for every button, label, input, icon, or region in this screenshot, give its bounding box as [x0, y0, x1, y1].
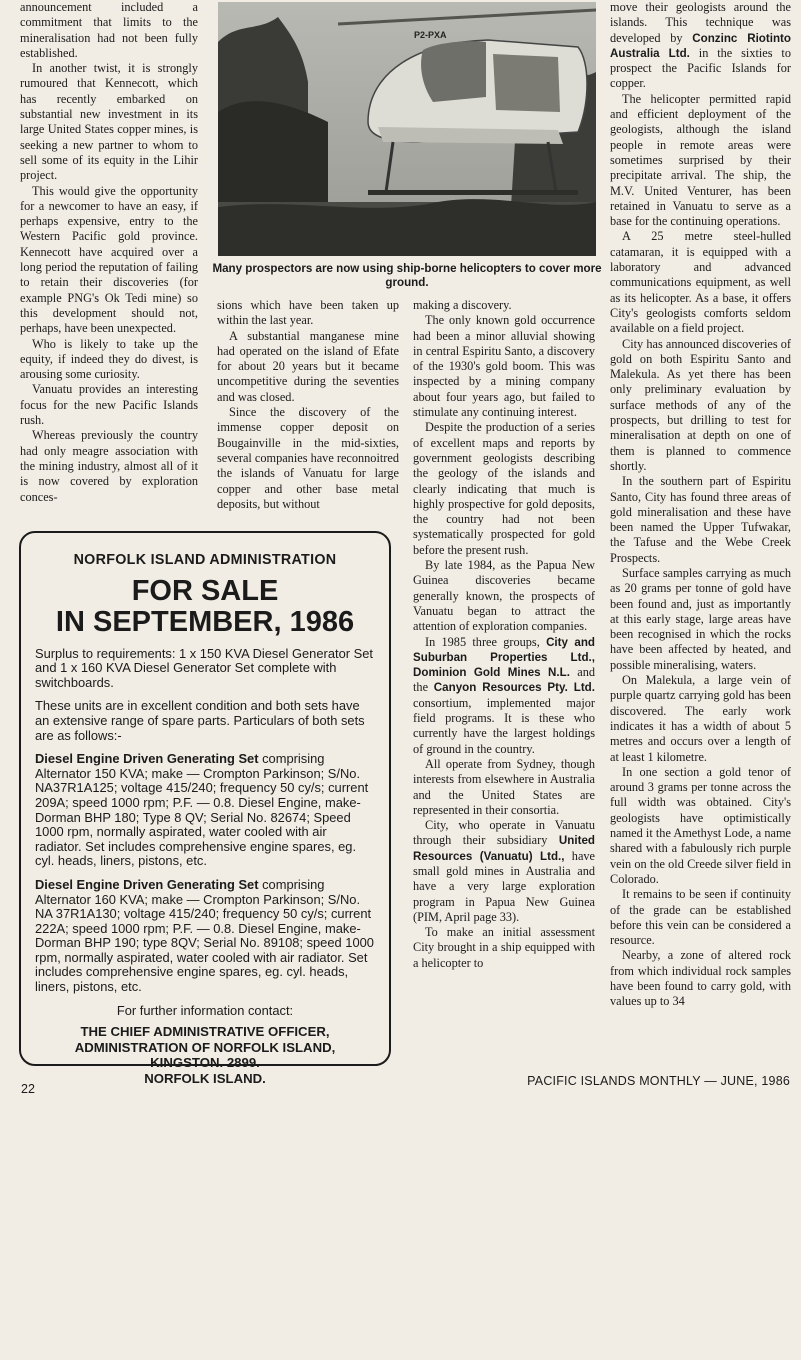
text-run: City, who operate in Vanuatu through their subsidiary	[413, 818, 595, 848]
paragraph: A 25 metre steel-hulled catamaran, it is equipped with a laboratory and advanced communications equipment, as well as its helicopter. As a base, it offers City's geologists comforts seldom available on a field project.	[610, 229, 791, 336]
text-run: consortium, implemented major field programs. It is these who currently have the largest holdings of ground in the country.	[413, 695, 595, 756]
paragraph: Whereas previously the country had only meagre association with the mining industry, almost all of it is now covered by exploration conces-	[20, 428, 198, 504]
paragraph: By late 1984, as the Papua New Guinea discoveries became generally known, the prospects of Vanuatu began to attract the attention of exploration companies.	[413, 558, 595, 634]
ad-paragraph	[35, 878, 375, 995]
company-name: Dominion Gold Mines N.L.	[413, 666, 570, 680]
ad-address-line: THE CHIEF ADMINISTRATIVE OFFICER,	[80, 1024, 330, 1040]
text-run: in the sixties to prospect the Pacific Islands for copper.	[610, 45, 791, 91]
paragraph: sions which have been taken up within the last year.	[217, 298, 399, 328]
ad-paragraph	[35, 752, 375, 869]
paragraph: In another twist, it is strongly rumoured that Kennecott, which has recently embarked on substantial new investment in its large United States copper mines, is seeking a new partner to whom to sell some of its equity in the Lihir project.	[20, 61, 198, 183]
paragraph: The only known gold occurrence had been a minor alluvial showing in central Espiritu Santo, a discovery of the 1930's gold boom. This was inspected by a mining company about four years ago, but failed to stimulate any continuing interest.	[413, 313, 595, 420]
ad-paragraph: These units are in excellent condition and both sets have an extensive range of spare parts. Particulars of both sets are as follows:-	[35, 698, 365, 743]
photo-caption: Many prospectors are now using ship-borne helicopters to cover more ground.	[212, 262, 602, 289]
ad-organisation: NORFOLK ISLAND ADMINISTRATION	[73, 552, 337, 568]
paragraph: All operate from Sydney, though interests from elsewhere in Australia and the United States are represented in their consortia.	[413, 756, 595, 817]
text-run: and the	[413, 665, 595, 695]
ad-headline-line: IN SEPTEMBER, 1986	[55, 605, 355, 638]
paragraph: announcement included a commitment that limits to the mineralisation had not been fully established.	[20, 0, 198, 60]
paragraph: City has announced discoveries of gold on both Espiritu Santo and Malekula. As yet there has been only preliminary evaluation by surface methods of any of the prospects, but drilling to test for mineralisation at depth on one of them is planned to commence shortly.	[610, 336, 791, 473]
paragraph	[413, 818, 595, 925]
paragraph: In one section a gold tenor of around 3 grams per tonne across the full width was obtained. City's geologists have optimistically named it the Amethyst Lode, a name shared with a fabulously rich purple vein on the old Creede silver field in Colorado.	[610, 764, 791, 886]
ad-paragraph: Surplus to requirements: 1 x 150 KVA Diesel Generator Set and 1 x 160 KVA Diesel Generator Set complete with switchboards.	[35, 645, 373, 690]
paragraph: Vanuatu provides an interesting focus for the new Pacific Islands rush.	[20, 382, 198, 428]
article-column-4	[610, 0, 791, 1062]
ad-item-body: comprising Alternator 150 KVA; make — Crompton Parkinson; S/No. NA37R1A125; voltage 415/240; frequency 50 cy/s; current 209A; speed 1000 rpm; P.F. — 0.8. Diesel Engine, make-Dorman BHP 180; Type 8 QV; Serial No. 82674; Speed 1000 rpm, normally aspirated, water cooled with air radiator. Set includes comprehensive engine spares, eg. cyl. heads, liners, pistons, etc.	[35, 751, 369, 869]
company-name: United Resources (Vanuatu) Ltd.,	[413, 834, 595, 863]
paragraph: A substantial manganese mine had operated on the island of Efate for about 20 years but it became uncompetitive during the seventies and was closed.	[217, 328, 399, 404]
registration-label: P2-PXA	[414, 30, 447, 40]
paragraph: Who is likely to take up the equity, if indeed they do divest, is arousing some curiosity.	[20, 336, 198, 382]
ad-headline	[35, 576, 375, 638]
helicopter-image	[218, 2, 596, 256]
paragraph: It remains to be seen if continuity of the grade can be established before this vein can be considered a resource.	[610, 887, 791, 948]
paragraph: On Malekula, a large vein of purple quartz carrying gold has been discovered. The early work indicates it has a width of about 5 metres and occurs over a length of at least 1 kilometre.	[610, 673, 791, 764]
helicopter-photo	[218, 2, 596, 256]
for-sale-advertisement	[19, 531, 391, 1087]
paragraph: making a discovery.	[413, 298, 512, 312]
article-column-1	[20, 0, 198, 528]
text-run: In 1985 three groups,	[425, 634, 540, 649]
paragraph: This would give the opportunity for a newcomer to have an easy, if perhaps expensive, entry to the Western Pacific gold province. Kennecott have acquired over a long period the reputation of failing to retain their discoveries (for example PNG's Ok Tedi mine) so this development should not, perhaps, have been unexpected.	[20, 183, 198, 336]
paragraph: In the southern part of Espiritu Santo, City has found three areas of gold mineralisation and these have been named the Upper Tufwakar, the Tafuse and the Webe Creek Prospects.	[610, 474, 791, 565]
paragraph: The helicopter permitted rapid and efficient deployment of the geologists, although the island people in remote areas were sometimes surprised by their precipitate arrival. The ship, the M.V. United Venturer, has been retained in Vanuatu to serve as a base for the continuing operations.	[610, 91, 791, 229]
ad-address-line: ADMINISTRATION OF NORFOLK ISLAND,	[74, 1039, 336, 1055]
ad-address-line: NORFOLK ISLAND.	[144, 1071, 266, 1087]
article-column-3	[413, 298, 595, 1360]
paragraph: To make an initial assessment City brought in a ship equipped with a helicopter to	[413, 925, 595, 970]
paragraph	[413, 635, 595, 757]
paragraph: Nearby, a zone of altered rock from which individual rock samples have been found to carry gold, with values up to 34	[610, 948, 791, 1009]
ad-contact-intro: For further information contact:	[116, 1002, 294, 1018]
text-run: have small gold mines in Australia and have a very large exploration program in Papua New Guinea (PIM, April page 33).	[413, 848, 595, 924]
running-footer: PACIFIC ISLANDS MONTHLY — JUNE, 1986	[527, 1074, 790, 1088]
ad-address	[35, 1024, 375, 1086]
text-run: move their geologists around the islands. This technique was developed by	[610, 0, 791, 45]
company-name: Conzinc Riotinto Australia Ltd.	[610, 31, 791, 60]
ad-item-title: Diesel Engine Driven Generating Set	[35, 751, 259, 767]
ad-address-line: KINGSTON. 2899.	[150, 1055, 260, 1071]
ad-item-title: Diesel Engine Driven Generating Set	[35, 876, 259, 892]
paragraph	[610, 0, 791, 92]
ad-headline-line: FOR SALE	[131, 574, 279, 607]
page-number: 22	[21, 1082, 35, 1096]
company-name: City and Suburban Properties Ltd.,	[413, 635, 595, 664]
paragraph: Surface samples carrying as much as 20 grams per tonne of gold have been found and, just as importantly at this early stage, large areas have been recognised in which the rocks have been affected by heated, and possible mineralising, waters.	[610, 565, 791, 672]
paragraph: Since the discovery of the immense copper deposit on Bougainville in the mid-sixties, several companies have reconnoitred the islands of Vanuatu for large copper and other base metal deposits, but without	[217, 405, 399, 511]
company-name: Canyon Resources Pty. Ltd.	[433, 681, 595, 695]
paragraph: Despite the production of a series of excellent maps and reports by government geologists describing the geology of the islands and clearly indicating that much is highly prospective for gold deposits, the country had not been systematically prospected for gold before the present rush.	[413, 420, 595, 557]
article-column-2	[217, 298, 399, 530]
ad-item-body: comprising Alternator 160 KVA; make — Crompton Parkinson; S/No. NA 37R1A130; voltage 415/240; frequency 50 cy/s; current 222A; speed 1000 rpm; P.F. — 0.8. Diesel Engine, make-Dorman BHP 190; type 8QV; Serial No. 89108; speed 1000 rpm, normally aspirated, water cooled with air radiator. Set includes comprehensive engine spares, eg. cyl. heads, liners, pistons, etc.	[35, 876, 374, 995]
